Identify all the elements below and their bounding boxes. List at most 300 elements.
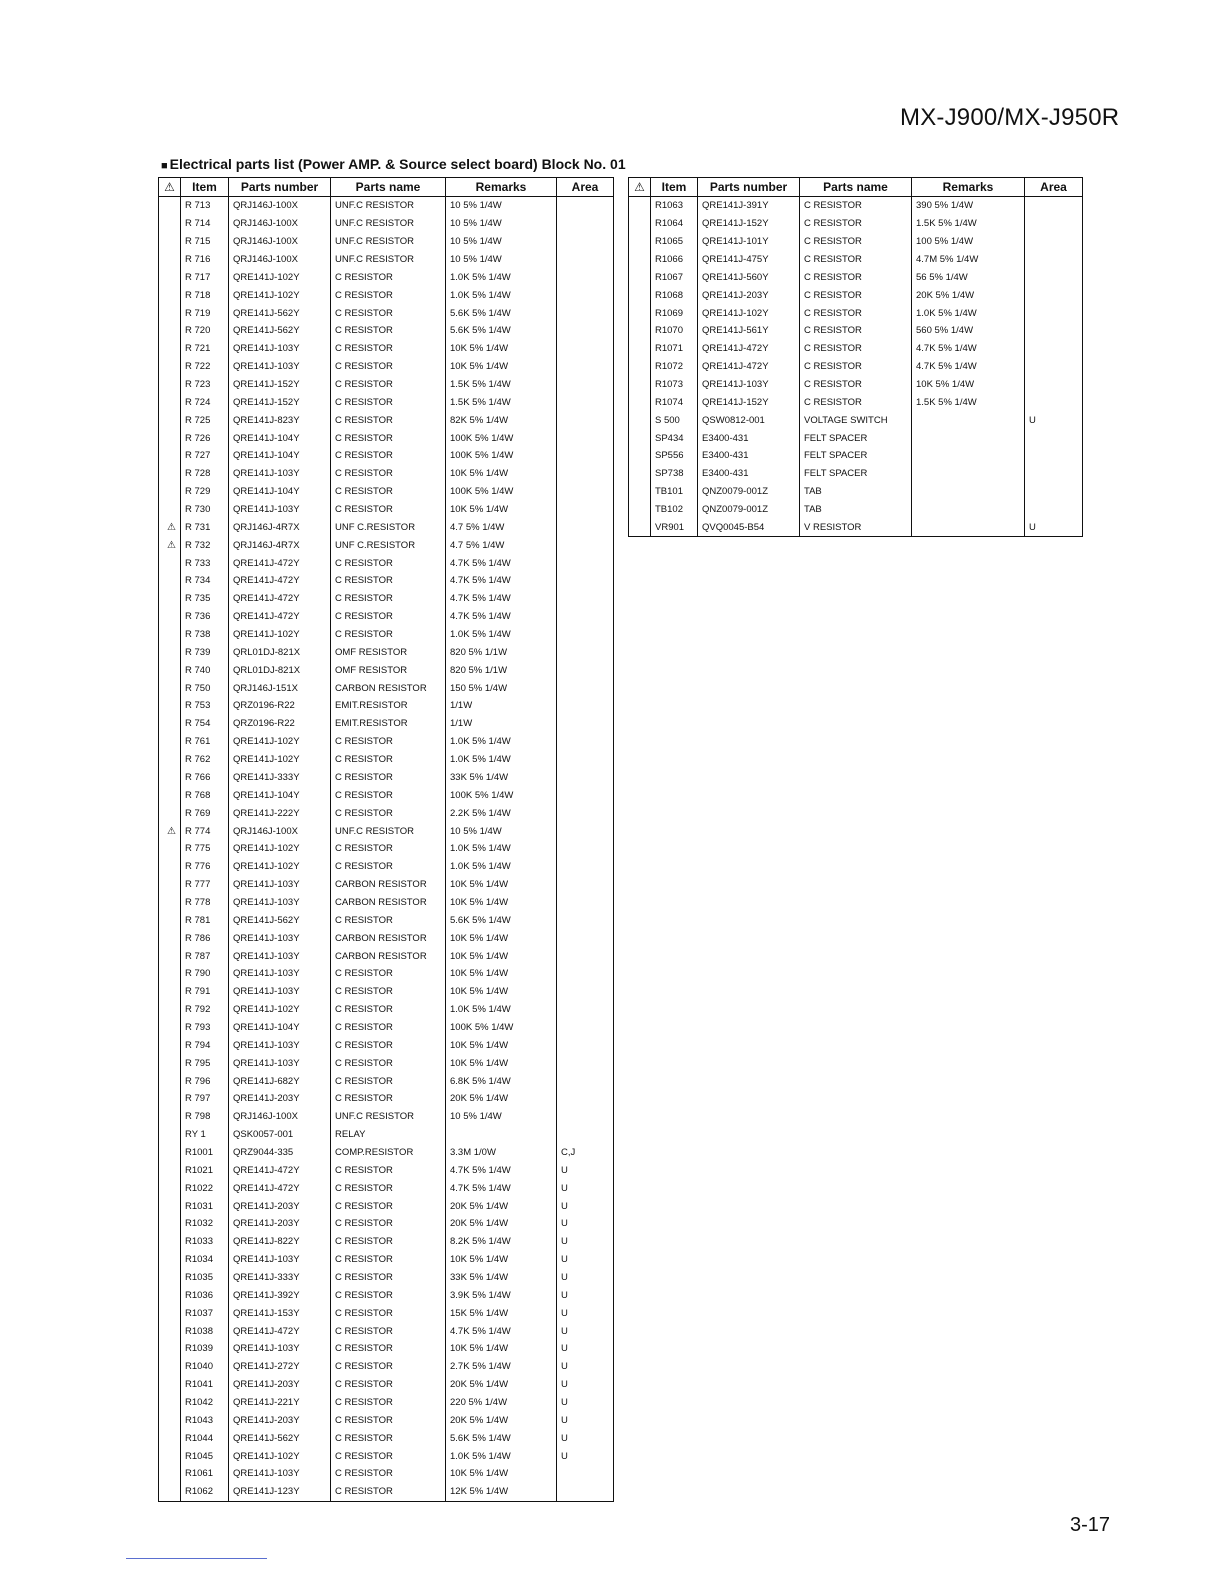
remarks-cell: 4.7K 5% 1/4W xyxy=(446,554,557,572)
item-cell: R1042 xyxy=(181,1394,229,1412)
remarks-cell: 1.0K 5% 1/4W xyxy=(446,840,557,858)
part-name-cell: C RESISTOR xyxy=(800,393,912,411)
item-cell: R1041 xyxy=(181,1376,229,1394)
table-row xyxy=(159,501,614,519)
table-row xyxy=(159,983,614,1001)
warning-cell xyxy=(159,233,181,251)
table-row xyxy=(159,822,614,840)
part-number-cell: QRE141J-103Y xyxy=(229,876,331,894)
item-cell: R 721 xyxy=(181,340,229,358)
area-cell xyxy=(557,322,614,340)
item-cell: R1040 xyxy=(181,1358,229,1376)
part-name-cell: C RESISTOR xyxy=(331,1233,446,1251)
remarks-cell xyxy=(912,483,1025,501)
warning-cell xyxy=(159,1358,181,1376)
item-cell: R 719 xyxy=(181,304,229,322)
part-name-cell: CARBON RESISTOR xyxy=(331,894,446,912)
warning-icon: ⚠ xyxy=(159,536,181,554)
area-cell xyxy=(1025,304,1083,322)
item-cell: R 761 xyxy=(181,733,229,751)
part-number-cell: QRE141J-221Y xyxy=(229,1394,331,1412)
part-name-cell: C RESISTOR xyxy=(800,197,912,215)
warning-cell xyxy=(159,358,181,376)
part-number-cell: QRE141J-102Y xyxy=(229,858,331,876)
area-cell xyxy=(557,554,614,572)
part-name-cell: C RESISTOR xyxy=(331,322,446,340)
item-cell: R 736 xyxy=(181,608,229,626)
table-row xyxy=(159,1001,614,1019)
area-cell xyxy=(557,233,614,251)
table-row xyxy=(159,340,614,358)
item-cell: R1031 xyxy=(181,1197,229,1215)
area-cell xyxy=(557,501,614,519)
warning-cell xyxy=(159,894,181,912)
remarks-cell: 1.5K 5% 1/4W xyxy=(446,376,557,394)
item-cell: R 793 xyxy=(181,1019,229,1037)
remarks-cell: 82K 5% 1/4W xyxy=(446,411,557,429)
remarks-cell: 10 5% 1/4W xyxy=(446,233,557,251)
area-cell xyxy=(557,411,614,429)
part-name-cell: C RESISTOR xyxy=(800,304,912,322)
part-number-cell: E3400-431 xyxy=(698,429,800,447)
part-number-cell: QRZ9044-335 xyxy=(229,1144,331,1162)
part-name-cell: C RESISTOR xyxy=(331,804,446,822)
warning-cell xyxy=(159,1465,181,1483)
part-name-cell: C RESISTOR xyxy=(331,572,446,590)
area-cell xyxy=(557,1090,614,1108)
part-name-cell: C RESISTOR xyxy=(331,483,446,501)
remarks-cell xyxy=(912,429,1025,447)
part-number-cell: E3400-431 xyxy=(698,465,800,483)
area-cell: U xyxy=(557,1269,614,1287)
section-heading xyxy=(161,156,626,172)
part-name-cell: C RESISTOR xyxy=(331,1054,446,1072)
remarks-cell: 1.0K 5% 1/4W xyxy=(446,286,557,304)
remarks-cell: 10K 5% 1/4W xyxy=(446,1054,557,1072)
warning-cell xyxy=(159,322,181,340)
area-cell: U xyxy=(1025,411,1083,429)
remarks-cell: 100K 5% 1/4W xyxy=(446,1019,557,1037)
table-row xyxy=(159,733,614,751)
part-number-cell: QRE141J-562Y xyxy=(229,304,331,322)
part-number-cell: QRJ146J-100X xyxy=(229,251,331,269)
part-number-cell: QRE141J-561Y xyxy=(698,322,800,340)
remarks-cell: 10K 5% 1/4W xyxy=(446,501,557,519)
item-cell: R 729 xyxy=(181,483,229,501)
remarks-cell: 2.7K 5% 1/4W xyxy=(446,1358,557,1376)
item-cell: SP556 xyxy=(651,447,698,465)
item-cell: R 731 xyxy=(181,518,229,536)
remarks-cell: 4.7K 5% 1/4W xyxy=(912,358,1025,376)
warning-icon: ⚠ xyxy=(629,178,651,197)
part-name-cell: C RESISTOR xyxy=(331,1394,446,1412)
area-cell xyxy=(557,929,614,947)
table-row xyxy=(629,358,1083,376)
table-row xyxy=(629,411,1083,429)
table-row xyxy=(159,643,614,661)
part-name-cell: C RESISTOR xyxy=(331,590,446,608)
table-row xyxy=(159,894,614,912)
remarks-cell: 20K 5% 1/4W xyxy=(912,286,1025,304)
area-cell xyxy=(557,733,614,751)
part-name-cell: C RESISTOR xyxy=(331,626,446,644)
remarks-cell: 10 5% 1/4W xyxy=(446,1108,557,1126)
part-number-cell: QRE141J-682Y xyxy=(229,1072,331,1090)
remarks-cell: 5.6K 5% 1/4W xyxy=(446,1429,557,1447)
remarks-cell: 100K 5% 1/4W xyxy=(446,447,557,465)
area-cell xyxy=(1025,233,1083,251)
part-name-cell: CARBON RESISTOR xyxy=(331,679,446,697)
item-cell: R 738 xyxy=(181,626,229,644)
area-cell xyxy=(557,518,614,536)
table-row xyxy=(159,929,614,947)
warning-cell xyxy=(159,858,181,876)
table-row xyxy=(159,590,614,608)
warning-cell xyxy=(629,411,651,429)
warning-cell xyxy=(159,643,181,661)
area-cell: U xyxy=(557,1179,614,1197)
item-cell: R 769 xyxy=(181,804,229,822)
item-cell: R 724 xyxy=(181,393,229,411)
item-cell: R 727 xyxy=(181,447,229,465)
table-row xyxy=(629,465,1083,483)
area-cell xyxy=(1025,215,1083,233)
part-name-cell: V RESISTOR xyxy=(800,518,912,536)
item-cell: R 768 xyxy=(181,786,229,804)
area-cell xyxy=(1025,393,1083,411)
part-number-cell: QRJ146J-100X xyxy=(229,1108,331,1126)
warning-cell xyxy=(159,947,181,965)
warning-cell xyxy=(159,965,181,983)
area-cell xyxy=(557,483,614,501)
part-number-cell: QVQ0045-B54 xyxy=(698,518,800,536)
area-cell xyxy=(557,751,614,769)
table-row xyxy=(629,518,1083,536)
part-number-cell: QRE141J-102Y xyxy=(698,304,800,322)
part-number-cell: QRE141J-103Y xyxy=(229,894,331,912)
part-name-cell: UNF C.RESISTOR xyxy=(331,536,446,554)
item-cell: R1035 xyxy=(181,1269,229,1287)
area-cell xyxy=(557,590,614,608)
part-name-cell: C RESISTOR xyxy=(331,1161,446,1179)
table-row xyxy=(159,1108,614,1126)
part-name-cell: C RESISTOR xyxy=(331,465,446,483)
warning-cell xyxy=(159,1429,181,1447)
warning-cell xyxy=(159,1108,181,1126)
area-cell: U xyxy=(557,1447,614,1465)
remarks-cell: 1.0K 5% 1/4W xyxy=(446,858,557,876)
part-number-cell: QRE141J-203Y xyxy=(229,1090,331,1108)
area-cell xyxy=(557,251,614,269)
warning-cell xyxy=(159,1394,181,1412)
part-name-cell: C RESISTOR xyxy=(331,447,446,465)
remarks-cell: 4.7K 5% 1/4W xyxy=(446,1179,557,1197)
part-name-cell: C RESISTOR xyxy=(800,215,912,233)
remarks-cell: 10K 5% 1/4W xyxy=(446,876,557,894)
area-cell xyxy=(557,894,614,912)
warning-cell xyxy=(629,518,651,536)
part-number-cell: QSW0812-001 xyxy=(698,411,800,429)
remarks-cell: 10K 5% 1/4W xyxy=(446,465,557,483)
part-number-cell: QRZ0196-R22 xyxy=(229,697,331,715)
warning-cell xyxy=(159,411,181,429)
table-row xyxy=(629,322,1083,340)
part-number-cell: QRE141J-333Y xyxy=(229,1269,331,1287)
area-cell xyxy=(557,215,614,233)
remarks-cell: 8.2K 5% 1/4W xyxy=(446,1233,557,1251)
warning-cell xyxy=(159,286,181,304)
remarks-cell: 1.0K 5% 1/4W xyxy=(446,268,557,286)
area-cell: U xyxy=(557,1251,614,1269)
table-row xyxy=(159,715,614,733)
part-name-cell: C RESISTOR xyxy=(331,554,446,572)
item-cell: R1045 xyxy=(181,1447,229,1465)
warning-icon: ⚠ xyxy=(159,822,181,840)
remarks-cell xyxy=(912,501,1025,519)
table-row xyxy=(159,608,614,626)
area-cell: U xyxy=(557,1394,614,1412)
area-cell xyxy=(557,965,614,983)
item-cell: TB102 xyxy=(651,501,698,519)
table-row xyxy=(159,322,614,340)
table-row xyxy=(159,518,614,536)
area-cell: U xyxy=(557,1322,614,1340)
item-cell: R1034 xyxy=(181,1251,229,1269)
part-number-cell: QRE141J-472Y xyxy=(229,590,331,608)
warning-cell xyxy=(159,1197,181,1215)
part-number-cell: QRE141J-272Y xyxy=(229,1358,331,1376)
part-number-cell: QRE141J-102Y xyxy=(229,286,331,304)
remarks-cell: 220 5% 1/4W xyxy=(446,1394,557,1412)
table-row xyxy=(159,268,614,286)
part-number-cell: QRL01DJ-821X xyxy=(229,643,331,661)
table-row xyxy=(159,679,614,697)
part-name-cell: VOLTAGE SWITCH xyxy=(800,411,912,429)
item-cell: R 723 xyxy=(181,376,229,394)
part-name-cell: C RESISTOR xyxy=(331,911,446,929)
item-cell: R 716 xyxy=(181,251,229,269)
area-cell xyxy=(557,858,614,876)
part-name-cell: UNF.C RESISTOR xyxy=(331,233,446,251)
warning-cell xyxy=(159,1447,181,1465)
table-row xyxy=(159,572,614,590)
remarks-cell: 1.0K 5% 1/4W xyxy=(446,751,557,769)
remarks-cell: 4.7K 5% 1/4W xyxy=(446,572,557,590)
part-number-cell: QRE141J-203Y xyxy=(229,1411,331,1429)
item-cell: R 778 xyxy=(181,894,229,912)
remarks-cell: 10K 5% 1/4W xyxy=(446,947,557,965)
part-name-cell: C RESISTOR xyxy=(331,411,446,429)
part-name-cell: C RESISTOR xyxy=(331,1358,446,1376)
table-row xyxy=(159,1215,614,1233)
part-number-cell: QRE141J-472Y xyxy=(229,608,331,626)
warning-cell xyxy=(159,554,181,572)
table-row xyxy=(629,340,1083,358)
part-number-cell: QRE141J-333Y xyxy=(229,769,331,787)
part-name-cell: TAB xyxy=(800,483,912,501)
warning-cell xyxy=(159,786,181,804)
item-cell: R 776 xyxy=(181,858,229,876)
area-cell xyxy=(1025,340,1083,358)
warning-cell xyxy=(629,376,651,394)
remarks-cell: 12K 5% 1/4W xyxy=(446,1483,557,1501)
remarks-cell: 20K 5% 1/4W xyxy=(446,1376,557,1394)
part-number-cell: QRE141J-560Y xyxy=(698,268,800,286)
remarks-cell: 5.6K 5% 1/4W xyxy=(446,304,557,322)
table-row xyxy=(159,1304,614,1322)
remarks-cell: 4.7K 5% 1/4W xyxy=(446,1322,557,1340)
item-cell: R 774 xyxy=(181,822,229,840)
area-cell xyxy=(557,1126,614,1144)
warning-cell xyxy=(159,983,181,1001)
part-number-cell: QRE141J-472Y xyxy=(229,1161,331,1179)
part-name-cell: C RESISTOR xyxy=(331,376,446,394)
part-name-cell: FELT SPACER xyxy=(800,465,912,483)
area-cell xyxy=(557,643,614,661)
part-number-cell: QRE141J-203Y xyxy=(229,1197,331,1215)
remarks-cell xyxy=(912,518,1025,536)
part-number-cell: QRJ146J-100X xyxy=(229,197,331,215)
warning-cell xyxy=(159,751,181,769)
area-cell xyxy=(1025,268,1083,286)
part-name-cell: EMIT.RESISTOR xyxy=(331,697,446,715)
warning-cell xyxy=(159,769,181,787)
table-row xyxy=(159,769,614,787)
part-number-cell: QRE141J-472Y xyxy=(229,1179,331,1197)
part-number-cell: QRJ146J-4R7X xyxy=(229,536,331,554)
remarks-cell: 6.8K 5% 1/4W xyxy=(446,1072,557,1090)
area-cell xyxy=(557,983,614,1001)
part-name-cell: C RESISTOR xyxy=(800,340,912,358)
part-number-cell: QRE141J-103Y xyxy=(229,501,331,519)
part-number-cell: QRE141J-103Y xyxy=(229,1465,331,1483)
part-name-cell: C RESISTOR xyxy=(331,1215,446,1233)
part-number-cell: QRJ146J-4R7X xyxy=(229,518,331,536)
item-cell: R 794 xyxy=(181,1036,229,1054)
part-name-cell: COMP.RESISTOR xyxy=(331,1144,446,1162)
remarks-cell: 4.7M 5% 1/4W xyxy=(912,251,1025,269)
warning-cell xyxy=(159,626,181,644)
block-label: Block No. xyxy=(541,156,607,172)
part-name-cell: C RESISTOR xyxy=(331,1483,446,1501)
remarks-cell xyxy=(446,1126,557,1144)
table-row xyxy=(159,429,614,447)
area-cell xyxy=(557,697,614,715)
remarks-cell: 1.0K 5% 1/4W xyxy=(446,1001,557,1019)
table-row xyxy=(159,1411,614,1429)
table-row xyxy=(159,947,614,965)
warning-cell xyxy=(159,929,181,947)
table-row xyxy=(629,429,1083,447)
item-cell: R 725 xyxy=(181,411,229,429)
warning-cell xyxy=(159,393,181,411)
area-cell xyxy=(557,804,614,822)
item-cell: R1063 xyxy=(651,197,698,215)
warning-cell xyxy=(629,304,651,322)
warning-cell xyxy=(159,1340,181,1358)
warning-cell xyxy=(159,1304,181,1322)
item-cell: R 762 xyxy=(181,751,229,769)
warning-cell xyxy=(159,733,181,751)
table-row xyxy=(629,501,1083,519)
part-number-cell: QRE141J-822Y xyxy=(229,1233,331,1251)
remarks-cell: 10 5% 1/4W xyxy=(446,822,557,840)
col-area: Area xyxy=(557,178,614,197)
part-number-cell: QRE141J-472Y xyxy=(698,358,800,376)
item-cell: RY 1 xyxy=(181,1126,229,1144)
item-cell: R1021 xyxy=(181,1161,229,1179)
table-row xyxy=(159,1483,614,1501)
warning-cell xyxy=(159,1090,181,1108)
part-name-cell: C RESISTOR xyxy=(800,376,912,394)
part-number-cell: QRE141J-102Y xyxy=(229,626,331,644)
part-number-cell: QRE141J-823Y xyxy=(229,411,331,429)
area-cell xyxy=(1025,358,1083,376)
part-name-cell: UNF.C RESISTOR xyxy=(331,822,446,840)
warning-cell xyxy=(159,1411,181,1429)
table-row xyxy=(159,376,614,394)
part-number-cell: QRE141J-104Y xyxy=(229,1019,331,1037)
table-row xyxy=(159,304,614,322)
item-cell: R 750 xyxy=(181,679,229,697)
item-cell: R1072 xyxy=(651,358,698,376)
item-cell: R1074 xyxy=(651,393,698,411)
remarks-cell: 10K 5% 1/4W xyxy=(446,894,557,912)
part-name-cell: C RESISTOR xyxy=(331,1179,446,1197)
col-part-name: Parts name xyxy=(800,178,912,197)
warning-cell xyxy=(629,233,651,251)
warning-cell xyxy=(159,1161,181,1179)
warning-cell xyxy=(159,376,181,394)
part-number-cell: QRE141J-102Y xyxy=(229,268,331,286)
part-number-cell: QRE141J-103Y xyxy=(229,965,331,983)
part-name-cell: C RESISTOR xyxy=(331,1376,446,1394)
item-cell: R 717 xyxy=(181,268,229,286)
parts-table-right xyxy=(628,177,1083,537)
part-name-cell: C RESISTOR xyxy=(800,233,912,251)
table-row xyxy=(629,197,1083,215)
table-row xyxy=(159,911,614,929)
part-name-cell: FELT SPACER xyxy=(800,447,912,465)
remarks-cell xyxy=(912,411,1025,429)
table-row xyxy=(159,1394,614,1412)
area-cell xyxy=(1025,197,1083,215)
area-cell xyxy=(557,429,614,447)
part-name-cell: C RESISTOR xyxy=(331,786,446,804)
part-number-cell: QRE141J-152Y xyxy=(229,376,331,394)
item-cell: R 733 xyxy=(181,554,229,572)
remarks-cell: 20K 5% 1/4W xyxy=(446,1090,557,1108)
item-cell: SP434 xyxy=(651,429,698,447)
remarks-cell: 10K 5% 1/4W xyxy=(446,1465,557,1483)
remarks-cell: 10K 5% 1/4W xyxy=(446,358,557,376)
part-name-cell: UNF C.RESISTOR xyxy=(331,518,446,536)
table-row xyxy=(629,483,1083,501)
part-number-cell: QRE141J-472Y xyxy=(229,1322,331,1340)
table-row xyxy=(159,1269,614,1287)
item-cell: R 795 xyxy=(181,1054,229,1072)
remarks-cell: 390 5% 1/4W xyxy=(912,197,1025,215)
table-row xyxy=(159,751,614,769)
part-name-cell: C RESISTOR xyxy=(331,1001,446,1019)
item-cell: R 732 xyxy=(181,536,229,554)
item-cell: R 730 xyxy=(181,501,229,519)
table-row xyxy=(159,554,614,572)
table-row xyxy=(159,1447,614,1465)
warning-cell xyxy=(159,572,181,590)
item-cell: R1036 xyxy=(181,1286,229,1304)
remarks-cell: 820 5% 1/1W xyxy=(446,643,557,661)
